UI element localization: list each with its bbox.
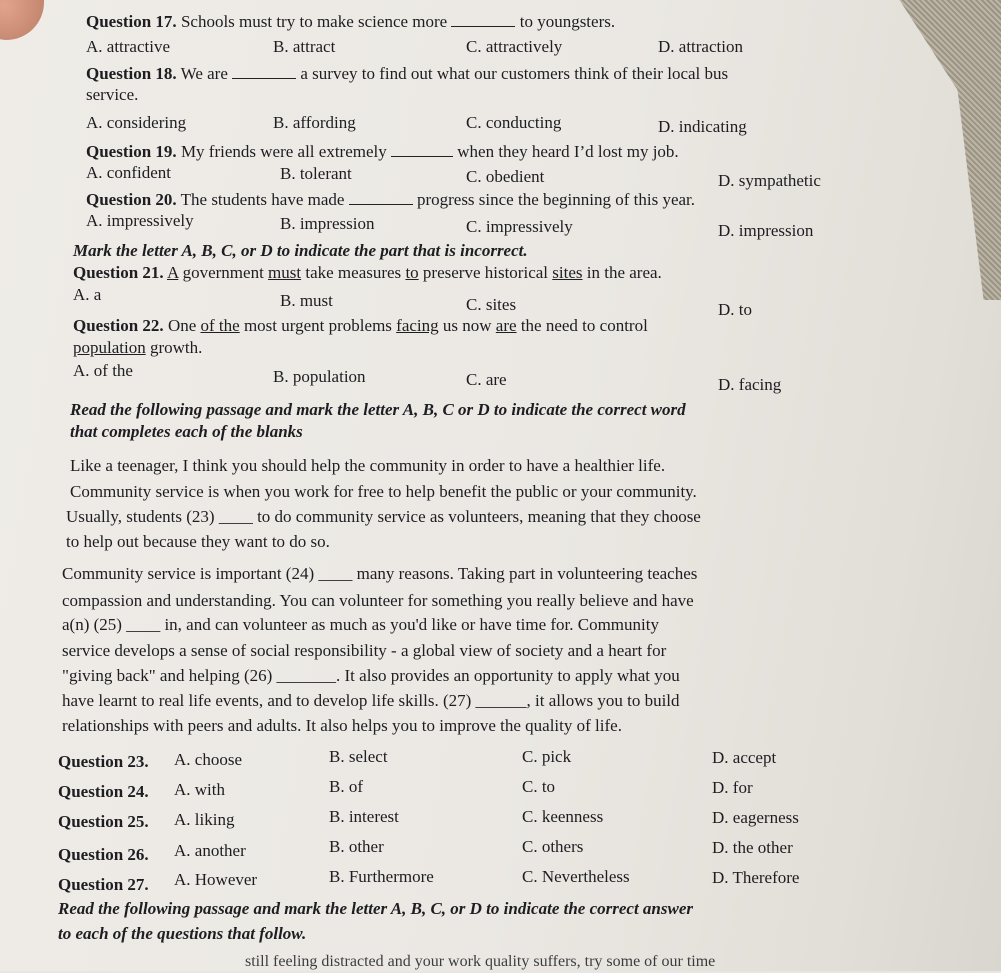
option[interactable]: B. tolerant	[280, 164, 352, 183]
blank[interactable]	[391, 140, 453, 157]
instruction-passage-2-cont: to each of the questions that follow.	[58, 924, 307, 943]
option[interactable]: D. impression	[718, 221, 814, 240]
option[interactable]: A. However	[174, 870, 258, 889]
option[interactable]: A. impressively	[86, 211, 194, 230]
option[interactable]: C. conducting	[466, 113, 562, 132]
option[interactable]: D. accept	[712, 748, 777, 767]
option[interactable]: D. sympathetic	[718, 171, 821, 190]
option[interactable]: C. sites	[466, 295, 517, 314]
option[interactable]: B. must	[280, 291, 333, 310]
option[interactable]: A. a	[73, 285, 102, 304]
instruction-incorrect-part: Mark the letter A, B, C, or D to indicate the part that is incorrect.	[73, 241, 528, 260]
option[interactable]: C. pick	[522, 747, 572, 766]
passage-line: have learnt to real life events, and to develop life skills. (27) ______, it allows you to build	[62, 691, 680, 710]
option[interactable]: B. select	[329, 747, 388, 766]
option[interactable]: D. the other	[712, 838, 793, 857]
option[interactable]: B. other	[329, 837, 384, 856]
option[interactable]: D. to	[718, 300, 752, 319]
question-18: Question 18. We are a survey to find out what our customers think of their local bus	[86, 64, 729, 83]
option[interactable]: A. with	[174, 780, 225, 799]
instruction-passage-1: Read the following passage and mark the letter A, B, C or D to indicate the correct word	[70, 400, 686, 419]
option[interactable]: C. others	[522, 837, 584, 856]
passage-line: Usually, students (23) ____ to do community service as volunteers, meaning that they choose	[66, 507, 701, 526]
question-22-cont: population growth.	[73, 338, 203, 357]
option[interactable]: A. considering	[86, 113, 187, 132]
passage-line: Like a teenager, I think you should help the community in order to have a healthier life.	[70, 456, 666, 475]
option[interactable]: C. obedient	[466, 167, 545, 186]
option[interactable]: C. keenness	[522, 807, 604, 826]
option[interactable]: C. impressively	[466, 217, 573, 236]
option[interactable]: B. of	[329, 777, 363, 796]
question-22: Question 22. One of the most urgent problems facing us now are the need to control	[73, 316, 648, 335]
question-19: Question 19. My friends were all extremely when they heard I’d lost my job.	[86, 142, 679, 161]
option[interactable]: C. attractively	[466, 37, 563, 56]
option[interactable]: B. attract	[273, 37, 336, 56]
option[interactable]: D. Therefore	[712, 868, 800, 887]
option[interactable]: D. facing	[718, 375, 782, 394]
instruction-passage-2: Read the following passage and mark the letter A, B, C, or D to indicate the correct answer	[58, 899, 694, 918]
blank[interactable]	[451, 10, 515, 27]
option[interactable]: D. for	[712, 778, 753, 797]
passage-line: Community service is important (24) ____ many reasons. Taking part in volunteering teaches	[62, 564, 698, 583]
option[interactable]: C. Nevertheless	[522, 867, 630, 886]
question-18-cont: service.	[86, 85, 139, 104]
option[interactable]: B. affording	[273, 113, 356, 132]
option[interactable]: B. interest	[329, 807, 399, 826]
question-label: Question 25.	[58, 812, 149, 831]
passage-line: a(n) (25) ____ in, and can volunteer as much as you'd like or have time for. Community	[62, 615, 659, 634]
question-20: Question 20. The students have made progress since the beginning of this year.	[86, 190, 696, 209]
option[interactable]: D. eagerness	[712, 808, 799, 827]
option[interactable]: B. impression	[280, 214, 375, 233]
option[interactable]: A. confident	[86, 163, 171, 182]
option[interactable]: B. population	[273, 367, 366, 386]
passage-line: service develops a sense of social responsibility - a global view of society and a heart for	[62, 641, 667, 660]
option[interactable]: A. another	[174, 841, 246, 860]
question-label: Question 26.	[58, 845, 149, 864]
passage-line: "giving back" and helping (26) _______. It also provides an opportunity to apply what you	[62, 666, 680, 685]
question-label: Question 24.	[58, 782, 149, 801]
option[interactable]: D. indicating	[658, 117, 747, 136]
blank[interactable]	[232, 62, 296, 79]
option[interactable]: A. of the	[73, 361, 133, 380]
question-21: Question 21. A government must take measures to preserve historical sites in the area.	[73, 263, 662, 282]
passage-line: to help out because they want to do so.	[66, 532, 330, 551]
question-17: Question 17. Schools must try to make science more to youngsters.	[86, 12, 616, 31]
option[interactable]: A. attractive	[86, 37, 171, 56]
instruction-passage-1-cont: that completes each of the blanks	[70, 422, 303, 441]
question-label: Question 23.	[58, 752, 149, 771]
passage-line: Community service is when you work for free to help benefit the public or your community.	[70, 482, 697, 501]
option[interactable]: C. are	[466, 370, 507, 389]
option[interactable]: A. liking	[174, 810, 235, 829]
passage-line: compassion and understanding. You can volunteer for something you really believe and have	[62, 591, 694, 610]
passage-line: relationships with peers and adults. It also helps you to improve the quality of life.	[62, 716, 622, 735]
blank[interactable]	[349, 188, 413, 205]
option[interactable]: A. choose	[174, 750, 242, 769]
option[interactable]: D. attraction	[658, 37, 743, 56]
question-label: Question 27.	[58, 875, 149, 894]
option[interactable]: C. to	[522, 777, 556, 796]
option[interactable]: B. Furthermore	[329, 867, 434, 886]
cutoff-line: still feeling distracted and your work quality suffers, try some of our time	[245, 953, 716, 970]
